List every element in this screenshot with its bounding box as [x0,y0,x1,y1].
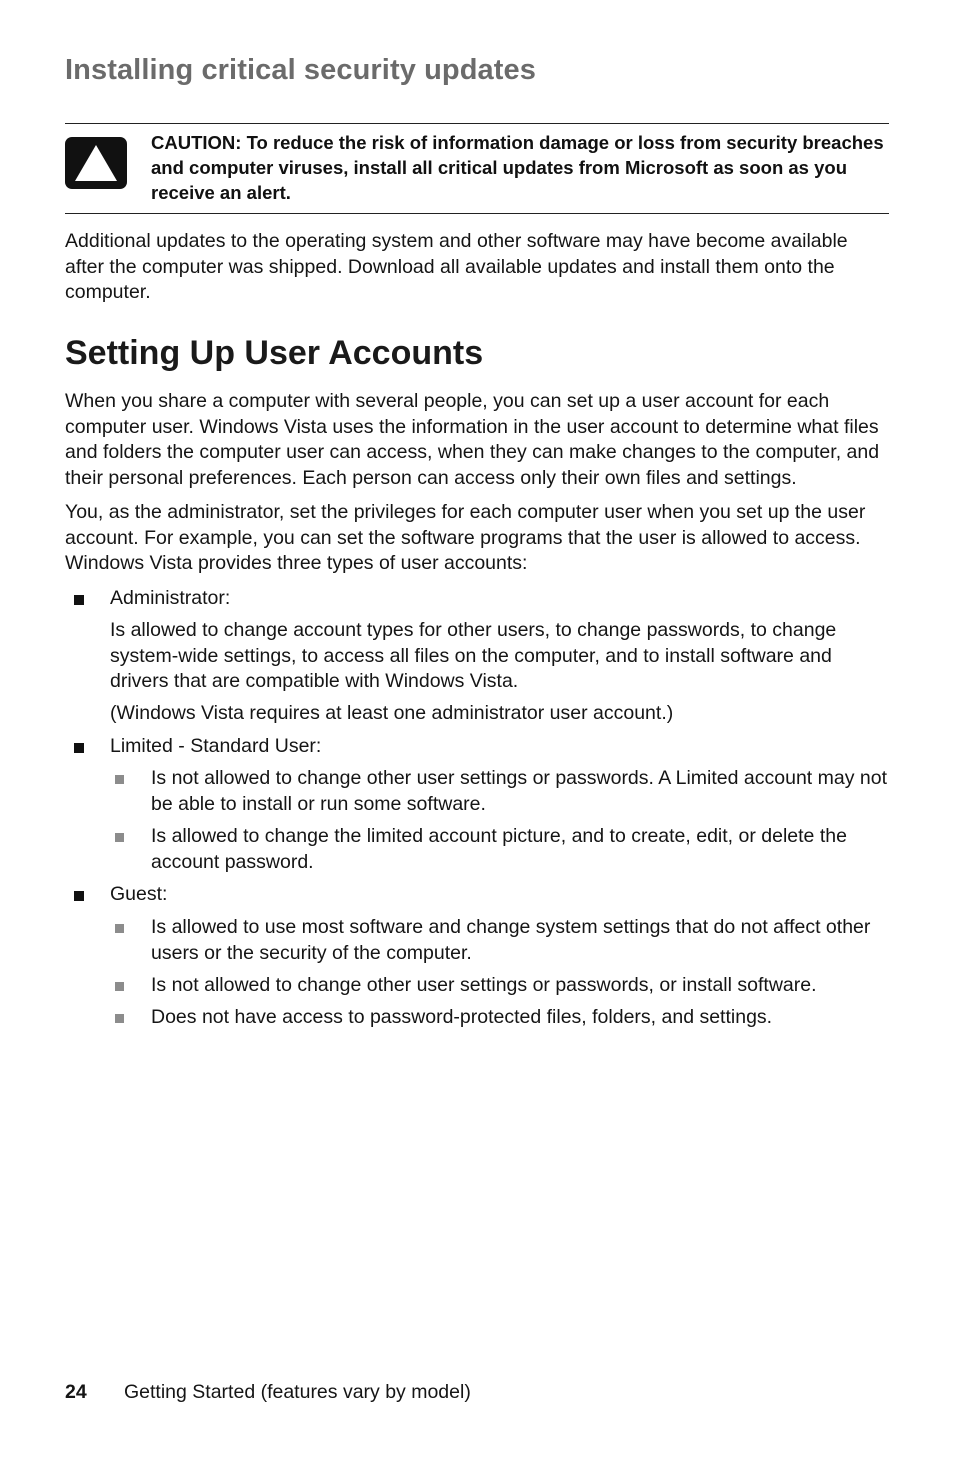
sub-bullet-square-icon [115,1014,124,1023]
sub-item-text: Does not have access to password-protected files, folders, and settings. [151,1006,773,1028]
sub-item-text: Is allowed to use most software and change system settings that do not affect other users or the security of the computer. [151,916,871,964]
account-type-description: Is allowed to change account types for other users, to change passwords, to change system-wide settings, to access all files on the computer, and to install software and drivers that are compatible with Windows Vista. [110,619,837,692]
bullet-square-icon [74,891,84,901]
bullet-square-icon [74,743,84,753]
account-type-label: Guest: [110,883,168,905]
chapter-title: Setting Up User Accounts [65,334,484,372]
warning-triangle-icon [65,137,127,189]
footer-text: Getting Started (features vary by model) [124,1381,471,1403]
intro-paragraph: When you share a computer with several people, you can set up a user account for each computer user. Windows Vista uses the information in the user account to determine what files and folders the computer user can access, when they can make changes to the computer, and their personal preferences. Each person can access only their own files and settings. [65,390,880,489]
bullet-square-icon [74,595,84,605]
account-type-label: Administrator: [110,587,231,609]
section-title: Installing critical security updates [65,54,536,86]
page-footer [65,1381,471,1404]
page-number: 24 [65,1381,87,1403]
updates-paragraph: Additional updates to the operating system and other software may have become available after the computer was shipped. Download all available updates and install them onto the computer. [65,230,848,303]
caution-text: CAUTION: To reduce the risk of information damage or loss from security breaches and computer viruses, install all critical updates from Microsoft as soon as you receive an alert. [151,132,884,203]
sub-item-text: Is not allowed to change other user settings or passwords. A Limited account may not be able to install or run some software. [151,767,887,815]
sub-item-text: Is allowed to change the limited account picture, and to create, edit, or delete the account password. [151,825,847,873]
sub-bullet-square-icon [115,775,124,784]
account-type-label: Limited - Standard User: [110,735,322,757]
caution-box [65,123,889,214]
sub-bullet-square-icon [115,924,124,933]
sub-bullet-square-icon [115,833,124,842]
sub-bullet-square-icon [115,982,124,991]
sub-item-text: Is not allowed to change other user settings or passwords, or install software. [151,974,817,996]
intro-paragraph: You, as the administrator, set the privileges for each computer user when you set up the user account. For example, you can set the software programs that the user is allowed to access. Windows Vista provides three types of user accounts: [65,501,866,574]
account-type-note: (Windows Vista requires at least one administrator user account.) [110,702,674,724]
